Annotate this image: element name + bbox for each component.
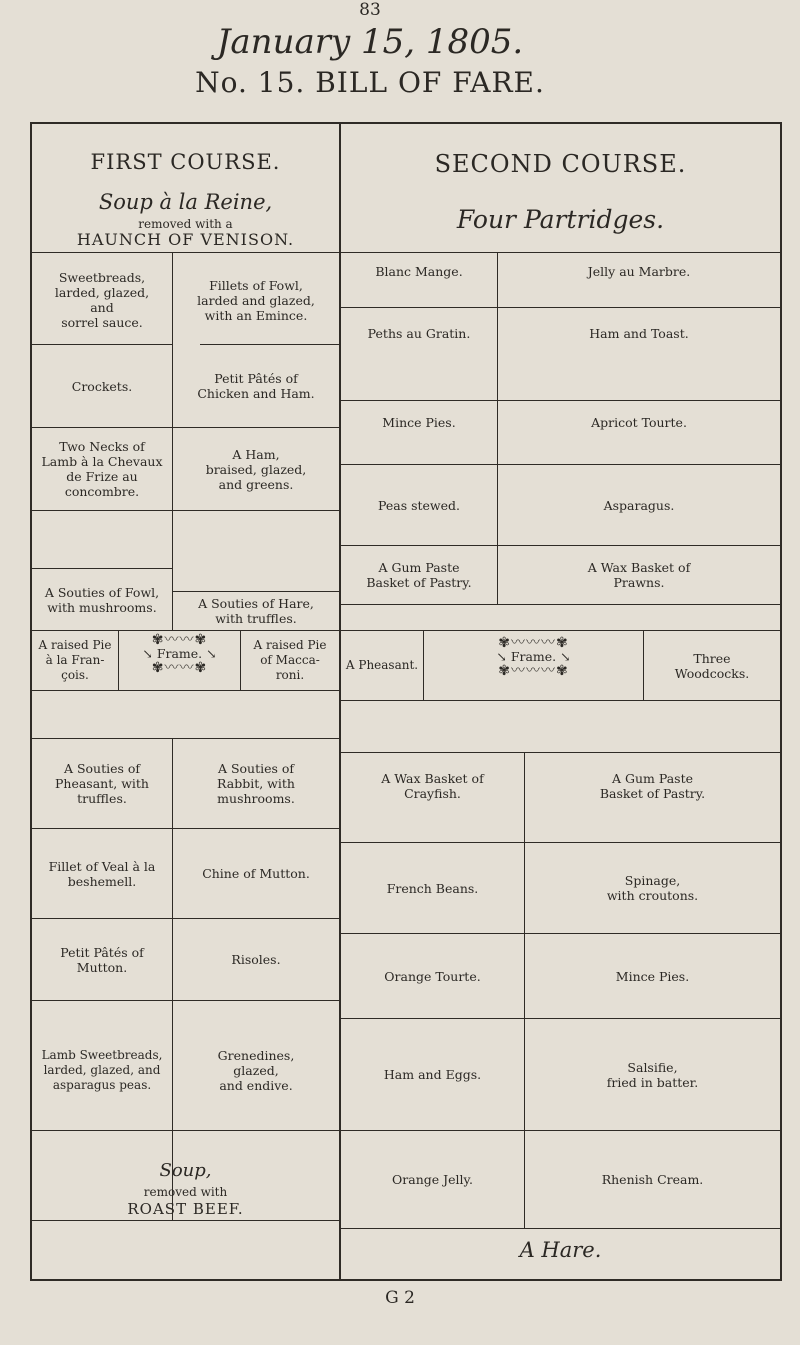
list-item: A Souties of Fowl, with mushrooms.	[44, 585, 160, 615]
list-item: A Ham, braised, glazed, and greens.	[205, 446, 307, 492]
list-item: Asparagus.	[603, 497, 675, 513]
first-course-title: FIRST COURSE.	[90, 150, 281, 174]
second-course-title: SECOND COURSE.	[434, 150, 687, 178]
frame-label: Frame.	[156, 646, 203, 661]
list-item: Mince Pies.	[615, 968, 690, 984]
second-course-centre-dish: Four Partridges.	[456, 205, 665, 234]
list-item: Fillets of Fowl, larded and glazed, with an Emince.	[197, 277, 315, 323]
list-item: Fillet of Veal à la beshemell.	[48, 858, 156, 889]
list-item: Sweetbreads, larded, glazed, and sorrel sauce.	[54, 270, 150, 330]
list-item: Peths au Gratin.	[367, 325, 471, 341]
bill-title: No. 15. BILL OF FARE.	[195, 66, 545, 99]
list-item: Crockets.	[71, 378, 133, 394]
bill-date: January 15, 1805.	[216, 22, 524, 62]
list-item: Apricot Tourte.	[591, 415, 687, 430]
frame-arrow-icon: ↘	[206, 646, 217, 661]
list-item: A Wax Basket of Crayfish.	[381, 771, 484, 801]
list-item: A raised Pie à la Fran- çois.	[38, 638, 112, 682]
scroll-ornament-icon: ✾〰〰✾	[151, 632, 208, 648]
list-item: A Pheasant.	[345, 658, 419, 672]
frame-arrow-icon: ↘	[142, 646, 153, 661]
list-item: A Souties of Hare, with truffles.	[198, 596, 314, 626]
list-item: Two Necks of Lamb à la Chevaux de Frize au concombre.	[41, 439, 163, 499]
frame-arrow-icon: ↘	[496, 649, 507, 664]
list-item: Orange Tourte.	[384, 968, 481, 984]
scroll-ornament-icon: ✾〰〰〰✾	[498, 663, 569, 679]
list-item: Petit Pâtés of Chicken and Ham.	[197, 371, 315, 401]
list-item: Ham and Eggs.	[383, 1067, 482, 1082]
list-item: A Wax Basket of Prawns.	[587, 560, 691, 590]
list-item: Rhenish Cream.	[601, 1172, 704, 1187]
first-course-soup: Soup à la Reine,	[98, 190, 273, 214]
first-course-bottom-removed: removed with	[143, 1185, 228, 1199]
frame-arrow-icon: ↘	[560, 649, 571, 664]
list-item: Lamb Sweetbreads, larded, glazed, and asparagus peas.	[41, 1047, 163, 1092]
list-item: Chine of Mutton.	[202, 866, 310, 881]
list-item: Mince Pies.	[382, 415, 456, 430]
list-item: French Beans.	[386, 880, 479, 896]
list-item: A Gum Paste Basket of Pastry.	[599, 771, 706, 801]
first-course-removed: removed with a	[138, 217, 233, 231]
second-course-bottom-dish: A Hare.	[519, 1238, 602, 1262]
list-item: Petit Pâtés of Mutton.	[60, 944, 144, 975]
signature-mark: G 2	[385, 1288, 415, 1308]
frame-label: Frame.	[510, 649, 557, 664]
list-item: Orange Jelly.	[392, 1172, 473, 1187]
list-item: Jelly au Marbre.	[587, 263, 691, 279]
second-course-frame	[424, 636, 643, 678]
list-item: Blanc Mange.	[375, 263, 463, 279]
list-item: A Souties of Pheasant, with truffles.	[55, 761, 149, 806]
list-item: Peas stewed.	[378, 497, 460, 513]
list-item: Grenedines, glazed, and endive.	[217, 1047, 295, 1093]
page-number: 83	[359, 0, 381, 20]
list-item: A raised Pie of Macca- roni.	[253, 638, 327, 682]
list-item: Spinage, with croutons.	[606, 873, 699, 903]
list-item: Three Woodcocks.	[674, 650, 750, 681]
list-item: Ham and Toast.	[589, 325, 689, 341]
list-item: Salsifie, fried in batter.	[606, 1059, 699, 1090]
list-item: Risoles.	[231, 952, 281, 967]
first-course-remove-dish: HAUNCH OF VENISON.	[76, 230, 295, 249]
scroll-ornament-icon: ✾〰〰✾	[151, 660, 208, 676]
first-course-frame	[119, 633, 240, 675]
list-item: A Gum Paste Basket of Pastry.	[366, 560, 472, 590]
list-item: A Souties of Rabbit, with mushrooms.	[217, 761, 295, 806]
first-course-bottom-dish: ROAST BEEF.	[127, 1200, 244, 1218]
first-course-bottom-soup: Soup,	[159, 1160, 212, 1181]
scroll-ornament-icon: ✾〰〰〰✾	[498, 635, 569, 651]
